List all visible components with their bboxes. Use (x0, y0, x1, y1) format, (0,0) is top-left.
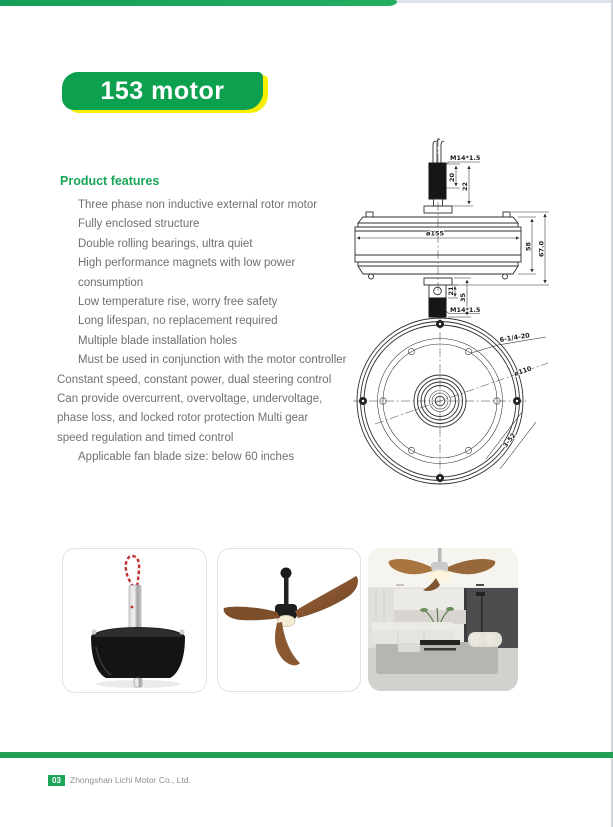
top-view-drawing (353, 316, 548, 486)
ceiling-fan-photo-graphic (218, 549, 360, 691)
feature-line: Low temperature rise, worry free safety (78, 296, 278, 309)
feature-line: Must be used in conjunction with the motor controller (78, 354, 347, 367)
page-number: 03 (52, 776, 61, 785)
technical-drawing (350, 135, 565, 495)
features-heading: Product features (60, 174, 160, 188)
label-dim-58: 58 (524, 241, 533, 251)
label-dim-21: 21 (447, 286, 455, 296)
feature-line: Constant speed, constant power, dual steering control (57, 373, 332, 386)
living-room-photo-graphic (368, 548, 518, 691)
feature-line: Three phase non inductive external rotor motor (78, 199, 318, 211)
feature-line: Applicable fan blade size: below 60 inches (78, 451, 295, 464)
feature-line: Double rolling bearings, ultra quiet (78, 237, 253, 250)
product-title: 153 motor (100, 76, 225, 105)
photo-living-room (368, 548, 518, 691)
label-dim-67: 67.0 (537, 240, 546, 257)
features-list (57, 196, 387, 468)
side-view-drawing (355, 138, 549, 319)
footer-green-bar (0, 752, 613, 758)
label-diameter-155: ø155 (426, 229, 445, 238)
page-number-badge (48, 775, 65, 786)
feature-line: Fully enclosed structure (78, 218, 200, 231)
label-thread-top: M14*1.5 (450, 154, 481, 162)
label-dim-35: 35 (459, 292, 467, 302)
feature-line: Long lifespan, no replacement required (78, 315, 278, 328)
feature-line: speed regulation and timed control (57, 431, 234, 444)
label-dim-20: 20 (448, 172, 456, 182)
photo-ceiling-fan (217, 548, 361, 692)
label-holes: 6-1/4-20 (499, 331, 531, 344)
feature-line: consumption (78, 276, 144, 289)
photo-motor (62, 548, 207, 693)
product-features-section (57, 174, 387, 468)
company-name: Zhongshan Lichi Motor Co., Ltd. (70, 775, 191, 785)
feature-line: phase loss, and locked rotor protection Multi gear (57, 412, 309, 425)
feature-line: Can provide overcurrent, overvoltage, undervoltage, (57, 393, 323, 406)
top-green-swoosh (0, 0, 397, 6)
feature-line: High performance magnets with low power (78, 257, 296, 270)
motor-photo-graphic (63, 549, 206, 692)
label-dim-22: 22 (461, 181, 469, 191)
feature-line: Multiple blade installation holes (78, 334, 238, 347)
product-title-badge (62, 72, 263, 110)
label-side-dim: 3-52 (501, 431, 518, 450)
label-thread-bottom: M14*1.5 (450, 306, 481, 314)
label-bolt-circle: ø110 (513, 364, 533, 378)
